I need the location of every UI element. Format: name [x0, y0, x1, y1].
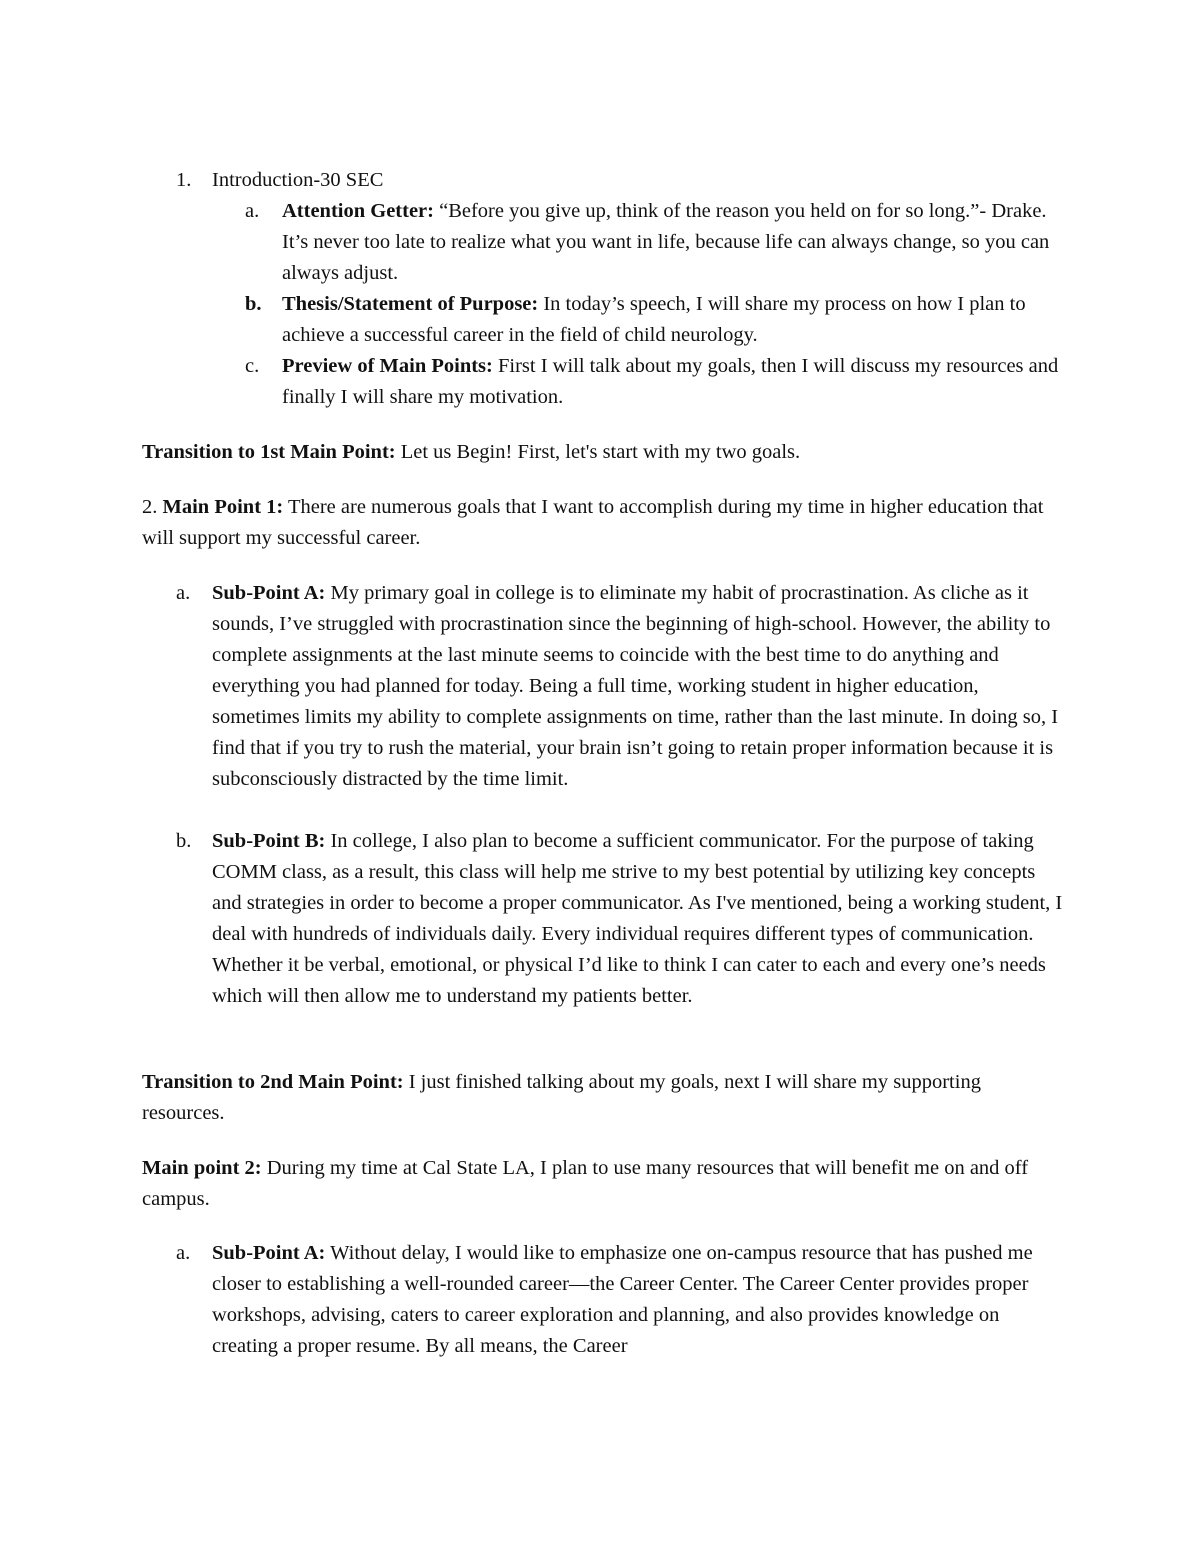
list-marker: a.	[245, 200, 260, 222]
list-marker: a.	[176, 1242, 191, 1264]
list-marker: b.	[245, 293, 262, 315]
item-body: My primary goal in college is to eliminate my habit of procrastination. As cliche as it sounds, I’ve struggled with procrastination since the beginning of high-school. However, the ability to complete assignments at the last minute seems to coincide with the best time to do anything and everything you had planned for today. Being a full time, working student in higher education, sometimes limits my ability to complete assignments on time, rather than the last minute. In doing so, I find that if you try to rush the material, your brain isn’t going to retain proper information because it is subconsciously distracted by the time limit.	[212, 582, 1059, 790]
item-body: Without delay, I would like to emphasize one on-campus resource that has pushed me closer to establishing a well-rounded career—the Career Center. The Career Center provides proper workshops, advising, caters to career exploration and planning, and also provides knowledge on creating a proper resume. By all means, the Career	[212, 1242, 1033, 1357]
item-body: In college, I also plan to become a sufficient communicator. For the purpose of taking COMM class, as a result, this class will help me strive to my best potential by utilizing key concepts and strategies in order to become a proper communicator. As I've mentioned, being a working student, I deal with hundreds of individuals daily. Every individual requires different types of communication. Whether it be verbal, emotional, or physical I’d like to think I can cater to each and every one’s needs which will then allow me to understand my patients better.	[212, 830, 1063, 1007]
item-label: Sub-Point A:	[212, 1242, 326, 1264]
item-label: Sub-Point A:	[212, 582, 326, 604]
transition-label: Transition to 1st Main Point:	[142, 441, 396, 463]
list-item-text	[282, 289, 1062, 351]
list-item-text	[212, 578, 1064, 795]
list-item-text	[282, 351, 1062, 413]
main-point-text: There are numerous goals that I want to accomplish during my time in higher education that will support my successful career.	[142, 496, 1044, 549]
list-item-text	[212, 826, 1064, 1012]
list-marker: c.	[245, 355, 260, 377]
item-label: Attention Getter:	[282, 200, 434, 222]
main-point-1	[142, 492, 1052, 554]
transition-label: Transition to 2nd Main Point:	[142, 1071, 404, 1093]
list-marker: a.	[176, 582, 191, 604]
transition-text: I just finished talking about my goals, next I will share my supporting resources.	[142, 1071, 981, 1124]
main-point-label: Main Point 1:	[162, 496, 284, 518]
main-point-label: Main point 2:	[142, 1157, 262, 1179]
list-item-text	[282, 196, 1062, 289]
transition-second-main-point	[142, 1067, 1022, 1129]
list-number: 1.	[176, 169, 192, 191]
main-point-text: During my time at Cal State LA, I plan to use many resources that will benefit me on and off campus.	[142, 1157, 1029, 1210]
item-label: Thesis/Statement of Purpose:	[282, 293, 539, 315]
item-label: Sub-Point B:	[212, 830, 326, 852]
item-body: First I will talk about my goals, then I will discuss my resources and finally I will share my motivation.	[282, 355, 1059, 408]
list-number: 2.	[142, 496, 163, 518]
item-body: In today’s speech, I will share my process on how I plan to achieve a successful career in the field of child neurology.	[282, 293, 1026, 346]
outline-item-introduction	[0, 165, 1200, 196]
main-point-2	[142, 1153, 1067, 1215]
transition-text: Let us Begin! First, let's start with my two goals.	[395, 441, 801, 463]
section-heading-introduction: Introduction-30 SEC	[212, 169, 384, 191]
item-body: “Before you give up, think of the reason you held on for so long.”- Drake. It’s never too late to realize what you want in life, because life can always change, so you can always adjust.	[282, 200, 1050, 284]
transition-first-main-point	[142, 437, 1062, 468]
item-label: Preview of Main Points:	[282, 355, 493, 377]
list-marker: b.	[176, 830, 192, 852]
list-item-text	[212, 1238, 1064, 1362]
